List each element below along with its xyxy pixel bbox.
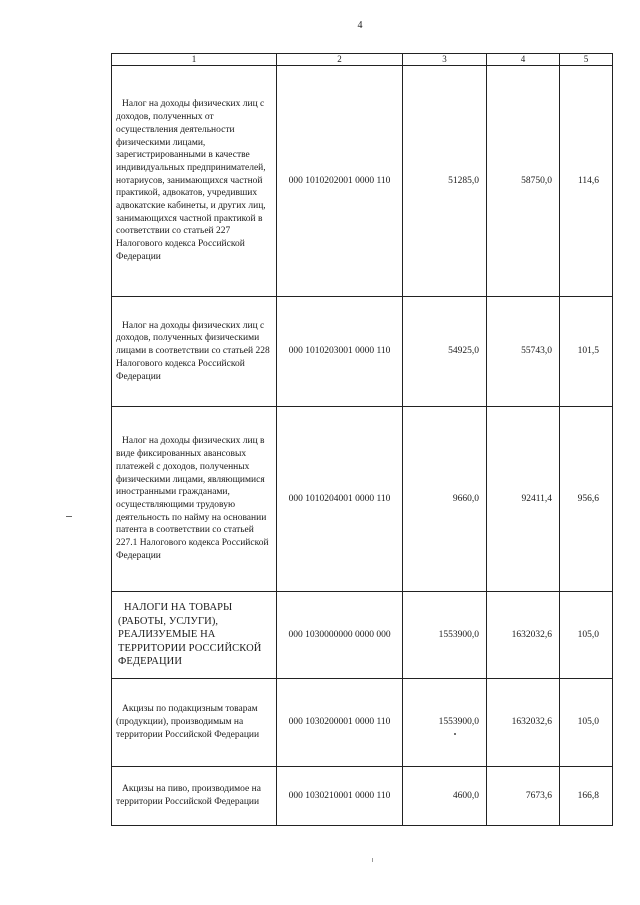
- table-row: [112, 679, 613, 767]
- row-name: НАЛОГИ НА ТОВАРЫ (РАБОТЫ, УСЛУГИ), РЕАЛИЗУЕМЫЕ НА ТЕРРИТОРИИ РОССИЙСКОЙ ФЕДЕРАЦИИ: [112, 592, 277, 679]
- column-header: 5: [560, 54, 613, 66]
- table-row: [112, 407, 613, 592]
- table-header-row: [112, 54, 613, 66]
- column-header: 3: [403, 54, 487, 66]
- revenue-table: [111, 53, 613, 826]
- row-name: Налог на доходы физических лиц в виде фиксированных авансовых платежей с доходов, полученных физическими лицами, являющимися иностранными гражданами, осуществляющими трудовую деятельность по найму на основании патента в соответствии со статьей 227.1 Налогового кодекса Российской Федерации: [112, 407, 277, 592]
- table-row: [112, 592, 613, 679]
- row-col3: 1553900,0: [403, 679, 487, 767]
- row-col3: 4600,0: [403, 767, 487, 826]
- scan-speck: [372, 858, 373, 862]
- row-col3: 51285,0: [403, 66, 487, 297]
- table-row: [112, 767, 613, 826]
- row-code: 000 1010202001 0000 110: [277, 66, 403, 297]
- row-name: Акцизы на пиво, производимое на территории Российской Федерации: [112, 767, 277, 826]
- row-name: Налог на доходы физических лиц с доходов, полученных физическими лицами в соответствии со статьей 228 Налогового кодекса Российской Федерации: [112, 297, 277, 407]
- column-header: 1: [112, 54, 277, 66]
- row-col5: 105,0: [560, 592, 613, 679]
- row-col4: 92411,4: [487, 407, 560, 592]
- row-col5: 105,0: [560, 679, 613, 767]
- row-col4: 55743,0: [487, 297, 560, 407]
- row-code: 000 1010204001 0000 110: [277, 407, 403, 592]
- table-row: [112, 66, 613, 297]
- row-col3: 54925,0: [403, 297, 487, 407]
- row-col5: 114,6: [560, 66, 613, 297]
- row-col4: 1632032,6: [487, 592, 560, 679]
- row-col3: 9660,0: [403, 407, 487, 592]
- column-header: 2: [277, 54, 403, 66]
- row-col4: 58750,0: [487, 66, 560, 297]
- row-name: Налог на доходы физических лиц с доходов, полученных от осуществления деятельности физическими лицами, зарегистрированными в качестве индивидуальных предпринимателей, нотариусов, занимающихся частной практикой, адвокатов, учредивших адвокатские кабинеты, и других лиц, занимающихся частной практикой в соответствии со статьей 227 Налогового кодекса Российской Федерации: [112, 66, 277, 297]
- row-code: 000 1010203001 0000 110: [277, 297, 403, 407]
- row-code: 000 1030000000 0000 000: [277, 592, 403, 679]
- row-col4: 7673,6: [487, 767, 560, 826]
- page-number: 4: [357, 20, 363, 31]
- column-header: 4: [487, 54, 560, 66]
- row-col5: 101,5: [560, 297, 613, 407]
- row-name: Акцизы по подакцизным товарам (продукции), производимым на территории Российской Федерации: [112, 679, 277, 767]
- row-code: 000 1030210001 0000 110: [277, 767, 403, 826]
- row-col5: 956,6: [560, 407, 613, 592]
- scan-speck: [454, 733, 456, 735]
- margin-mark: [66, 516, 72, 517]
- row-col4: 1632032,6: [487, 679, 560, 767]
- row-col5: 166,8: [560, 767, 613, 826]
- row-code: 000 1030200001 0000 110: [277, 679, 403, 767]
- row-col3: 1553900,0: [403, 592, 487, 679]
- table-row: [112, 297, 613, 407]
